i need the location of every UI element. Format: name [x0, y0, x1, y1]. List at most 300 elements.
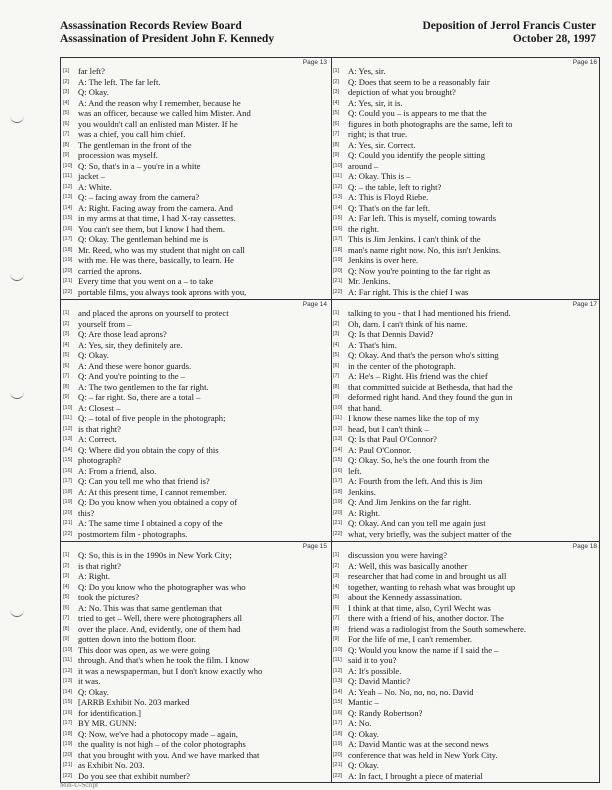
line-number: [5] [333, 352, 340, 358]
header-left [60, 20, 274, 46]
transcript-line [63, 624, 329, 635]
transcript-line [63, 487, 329, 498]
line-number: [11] [63, 657, 72, 663]
transcript-text: procession was myself. [78, 150, 158, 160]
transcript-text: A: Right. Facing away from the camera. And [78, 202, 233, 213]
transcript-text: in the center of the photograph. [348, 360, 456, 371]
page-number: Page 15 [302, 543, 327, 550]
transcript-text: Q: Okay. [78, 350, 109, 360]
transcript-text: Q: That's on the far left. [348, 202, 431, 213]
transcript-text: Q: So, this is in the 1990s in New York City; [78, 550, 232, 560]
transcript-text: talking to you - that I had mentioned his friend. [348, 308, 511, 318]
transcript-line [333, 171, 599, 182]
transcript-text: and placed the aprons on yourself to protect [78, 308, 229, 318]
transcript-text: I think at that time, also, Cyril Wecht was [348, 602, 491, 613]
line-number: [21] [333, 762, 343, 768]
line-number: [6] [63, 362, 70, 369]
line-number: [19] [333, 741, 343, 747]
transcript-line [333, 140, 599, 151]
line-number: [7] [63, 131, 70, 137]
transcript-text: A: He's – Right. His friend was the chief [348, 371, 488, 381]
transcript-text: Q: Okay. And can you tell me again just [348, 518, 486, 528]
line-number: [15] [333, 699, 343, 705]
line-number: [14] [333, 204, 343, 211]
transcript-text: A: Right. [348, 507, 380, 518]
transcript-text: in my arms at that time, I had X-ray cassettes. [78, 213, 236, 223]
transcript-line [333, 213, 599, 224]
transcript-text: Q: Is that Paul O'Connor? [348, 434, 437, 444]
transcript-line [333, 434, 599, 445]
line-number: [9] [333, 394, 340, 400]
line-number: [2] [63, 78, 70, 85]
line-number: [2] [333, 562, 340, 569]
line-number: [7] [333, 131, 340, 137]
transcript-page [331, 300, 601, 542]
line-number: [14] [333, 446, 343, 453]
transcript-line [63, 687, 329, 698]
line-number: [18] [333, 246, 343, 253]
line-number: [19] [63, 741, 73, 747]
transcript-line [63, 329, 329, 340]
line-number: [12] [333, 183, 343, 190]
line-number: [5] [63, 352, 70, 358]
transcript-text: Every time that you went on a – to take [78, 276, 214, 286]
transcript-text: The gentleman in the front of the [78, 139, 192, 150]
line-number: [20] [333, 267, 343, 274]
transcript-line [333, 329, 599, 340]
transcript-text: Q: And you're pointing to the – [78, 371, 186, 381]
transcript-text: Jenkins is over here. [348, 255, 419, 265]
line-number: [21] [63, 762, 73, 768]
line-number: [17] [63, 478, 73, 484]
transcript-text: A: No. This was that same gentleman that [78, 602, 222, 613]
transcript-text: discussion you were having? [348, 550, 448, 560]
transcript-line [63, 140, 329, 151]
transcript-line [63, 603, 329, 614]
transcript-line [63, 666, 329, 677]
transcript-text: depiction of what you brought? [348, 87, 456, 97]
transcript-text: I know these names like the top of my [348, 413, 480, 423]
transcript-text: A: Well, this was basically another [348, 560, 468, 571]
document-footer [60, 781, 596, 789]
transcript-line [333, 529, 599, 540]
transcript-text: Q: And Jim Jenkins on the far right. [348, 497, 472, 507]
transcript-text: Q: – facing away from the camera? [78, 192, 200, 202]
transcript-text: deformed right hand. And they found the gun in [348, 392, 513, 402]
line-number: [15] [63, 215, 73, 221]
transcript-line [333, 571, 599, 582]
line-number: [3] [63, 573, 70, 579]
line-number: [17] [63, 236, 73, 242]
line-number: [20] [333, 509, 343, 516]
transcript-page [61, 542, 331, 784]
transcript-text: A: White. [78, 181, 112, 192]
transcript-line [333, 234, 599, 245]
transcript-line [333, 445, 599, 456]
transcript-line [63, 234, 329, 245]
transcript-line [63, 255, 329, 266]
transcript-text: head, but I can't think – [348, 423, 429, 434]
line-number: [8] [63, 383, 70, 390]
line-number: [5] [333, 594, 340, 600]
line-number: [6] [63, 120, 70, 127]
line-number: [2] [63, 320, 70, 327]
transcript-line [333, 708, 599, 719]
transcript-text: Q: Is that Dennis David? [348, 329, 434, 339]
transcript-page [331, 58, 601, 300]
transcript-line [63, 613, 329, 624]
transcript-text: yourself from – [78, 318, 132, 329]
transcript-text: Q: Now, we've had a photocopy made – again, [78, 728, 238, 739]
transcript-line [63, 434, 329, 445]
line-number: [12] [63, 425, 73, 432]
transcript-line [63, 361, 329, 372]
transcript-text: A: Far right. This is the chief I was [348, 286, 469, 297]
transcript-line [63, 718, 329, 729]
transcript-line [333, 98, 599, 109]
transcript-text: far left? [78, 66, 105, 76]
transcript-line [63, 708, 329, 719]
transcript-line [333, 613, 599, 624]
transcript-text: Mr. Jenkins. [348, 276, 391, 286]
transcript-line [63, 77, 329, 88]
line-number: [8] [63, 141, 70, 148]
transcript-page [61, 58, 331, 300]
line-number: [12] [63, 667, 73, 674]
transcript-line [63, 119, 329, 130]
transcript-line [333, 476, 599, 487]
transcript-text: A: And the reason why I remember, because he [78, 97, 241, 108]
transcript-line [63, 466, 329, 477]
line-number: [19] [333, 499, 343, 505]
transcript-text: A: In fact, I brought a piece of material [348, 770, 483, 781]
transcript-text: A: Okay. This is – [348, 171, 411, 181]
transcript-text: the quality is not high – of the color photographs [78, 739, 246, 749]
transcript-line [333, 350, 599, 361]
transcript-line [63, 582, 329, 593]
transcript-line [333, 729, 599, 740]
line-number: [11] [333, 415, 342, 421]
transcript-line [333, 518, 599, 529]
line-number: [3] [333, 89, 340, 95]
transcript-text: Q: Okay. [348, 728, 379, 739]
transcript-text: A: David Mantic was at the second news [348, 739, 489, 749]
line-number: [12] [333, 425, 343, 432]
transcript-text: Q: Do you know who the photographer was who [78, 581, 246, 592]
line-number: [9] [63, 152, 70, 158]
transcript-text: This door was open, as we were going [78, 644, 210, 655]
transcript-line [63, 760, 329, 771]
line-number: [4] [63, 341, 70, 348]
line-number: [3] [63, 331, 70, 337]
line-number: [14] [63, 688, 73, 695]
transcript-line [63, 350, 329, 361]
transcript-line [333, 119, 599, 130]
transcript-text: Q: – the table, left to right? [348, 181, 442, 192]
line-number: [3] [63, 89, 70, 95]
page-number: Page 17 [572, 301, 597, 308]
line-number: [17] [333, 236, 343, 242]
transcript-text: A: Yes, sir, it is. [348, 97, 403, 108]
line-number: [14] [63, 204, 73, 211]
line-number: [5] [63, 594, 70, 600]
transcript-text: carried the aprons. [78, 265, 142, 276]
transcript-line [333, 129, 599, 140]
line-number: [7] [333, 373, 340, 379]
transcript-text: took the pictures? [78, 592, 140, 602]
transcript-text: man's name right now. No, this isn't Jenkins. [348, 244, 501, 255]
transcript-line [63, 392, 329, 403]
transcript-text: Mantic – [348, 697, 379, 707]
transcript-text: right; is that true. [348, 129, 408, 139]
transcript-line [333, 150, 599, 161]
transcript-line [333, 592, 599, 603]
transcript-line [63, 192, 329, 203]
transcript-line [63, 518, 329, 529]
transcript-line [333, 255, 599, 266]
transcript-line [63, 319, 329, 330]
transcript-text: photograph? [78, 455, 121, 465]
transcript-line [63, 424, 329, 435]
transcript-line [333, 319, 599, 330]
transcript-text: A: No. [348, 718, 372, 728]
transcript-line [63, 697, 329, 708]
transcript-line [333, 718, 599, 729]
transcript-text: A: From a friend, also. [78, 465, 157, 476]
transcript-line [63, 203, 329, 214]
transcript-line [333, 603, 599, 614]
transcript-text: A: That's him. [348, 339, 397, 350]
page-number: Page 13 [302, 59, 327, 66]
line-number: [13] [63, 194, 73, 200]
transcript-line [333, 655, 599, 666]
transcript-line [333, 66, 599, 77]
transcript-text: this? [78, 507, 95, 518]
transcript-text: A: Yes, sir. Correct. [348, 139, 416, 150]
transcript-text: Q: Could you identify the people sitting [348, 150, 486, 160]
line-number: [19] [333, 257, 343, 263]
transcript-line [333, 340, 599, 351]
transcript-line [63, 340, 329, 351]
transcript-line [333, 771, 599, 782]
transcript-line [333, 760, 599, 771]
transcript-line [333, 403, 599, 414]
transcript-text: researcher that had come in and brought us all [348, 571, 507, 581]
transcript-text: that hand. [348, 402, 382, 413]
transcript-text: Q: David Mantic? [348, 676, 411, 686]
line-number: [8] [333, 625, 340, 632]
line-number: [1] [63, 552, 70, 558]
punch-hole-mark [10, 268, 24, 281]
transcript-line [63, 497, 329, 508]
line-number: [1] [333, 68, 340, 74]
header-board-title: Assassination Records Review Board [60, 20, 242, 32]
transcript-line [333, 287, 599, 298]
transcript-text: Jenkins. [348, 486, 376, 497]
transcript-line [63, 676, 329, 687]
line-number: [19] [63, 257, 73, 263]
transcript-text: Q: Okay. So, he's the one fourth from the [348, 455, 490, 465]
transcript-text: A: Yes, sir, they definitely are. [78, 339, 183, 350]
transcript-text: Q: Okay. [348, 760, 379, 770]
transcript-text: about the Kennedy assassination. [348, 592, 463, 602]
transcript-text: conference that was held in New York City. [348, 749, 498, 760]
transcript-text: was an officer, because we called him Mister. And [78, 108, 251, 118]
document-header [60, 20, 596, 50]
page-number: Page 18 [572, 543, 597, 550]
transcript-line [333, 550, 599, 561]
transcript-text: For the life of me, I can't remember. [348, 634, 472, 644]
transcript-text: Q: Can you tell me who that friend is? [78, 476, 210, 486]
line-number: [2] [333, 320, 340, 327]
line-number: [20] [63, 751, 73, 758]
line-number: [4] [63, 99, 70, 106]
punch-hole-mark [10, 604, 24, 617]
transcript-text: BY MR. GUNN: [78, 718, 137, 728]
line-number: [22] [63, 288, 73, 295]
line-number: [18] [63, 730, 73, 737]
transcript-text: Q: – total of five people in the photograph; [78, 413, 226, 423]
transcript-line [63, 382, 329, 393]
transcript-text: Q: So, that's in a – you're in a white [78, 160, 201, 171]
line-number: [15] [333, 457, 343, 463]
transcript-text: A: Correct. [78, 434, 117, 444]
transcript-line [63, 213, 329, 224]
line-number: [13] [333, 678, 343, 684]
line-number: [4] [333, 99, 340, 106]
line-number: [9] [333, 152, 340, 158]
transcript-line [63, 476, 329, 487]
line-number: [7] [333, 615, 340, 621]
transcript-text: Q: Would you know the name if I said the – [348, 644, 499, 655]
transcript-line [333, 203, 599, 214]
line-number: [4] [333, 341, 340, 348]
transcript-text: was a chief, you call him chief. [78, 129, 186, 139]
line-number: [16] [63, 709, 73, 716]
transcript-line [333, 676, 599, 687]
transcript-line [333, 582, 599, 593]
transcript-text: Q: Now you're pointing to the far right as [348, 265, 491, 276]
line-number: [16] [333, 225, 343, 232]
line-number: [6] [333, 362, 340, 369]
transcript-line [333, 466, 599, 477]
transcript-line [63, 308, 329, 319]
header-right [422, 20, 596, 46]
transcript-line [63, 87, 329, 98]
transcript-text: over the place. And, evidently, one of them had [78, 623, 241, 634]
transcript-line [63, 161, 329, 172]
line-number: [5] [333, 110, 340, 116]
transcript-text: it was a newspaperman, but I don't know exactly who [78, 665, 263, 676]
line-number: [17] [333, 478, 343, 484]
line-number: [12] [333, 667, 343, 674]
transcript-line [63, 455, 329, 466]
line-number: [17] [63, 720, 73, 726]
transcript-text: A: It's possible. [348, 665, 402, 676]
line-number: [13] [63, 678, 73, 684]
line-number: [12] [63, 183, 73, 190]
line-number: [8] [333, 141, 340, 148]
transcript-text: A: Yeah – No. No, no, no, no. David [348, 686, 474, 697]
transcript-text: A: At this present time, I cannot remember. [78, 486, 227, 497]
line-number: [16] [63, 225, 73, 232]
transcript-line [333, 487, 599, 498]
transcript-line [63, 634, 329, 645]
transcript-line [63, 403, 329, 414]
line-number: [22] [333, 288, 343, 295]
line-number: [1] [63, 310, 70, 316]
transcript-text: there with a friend of his, another doctor. The [348, 613, 504, 623]
line-number: [18] [333, 488, 343, 495]
transcript-line [333, 245, 599, 256]
transcript-text: You can't see them, but I know I had them. [78, 223, 225, 234]
transcript-line [63, 445, 329, 456]
transcript-line [63, 287, 329, 298]
line-number: [9] [63, 636, 70, 642]
line-number: [19] [63, 499, 73, 505]
transcript-text: together, wanting to rehash what was brought up [348, 581, 516, 592]
transcript-line [333, 192, 599, 203]
transcript-text: A: Paul O'Connor. [348, 444, 412, 455]
transcript-text: A: Yes, sir. [348, 66, 386, 76]
transcript-line [333, 561, 599, 572]
line-number: [6] [333, 604, 340, 611]
line-number: [16] [63, 467, 73, 474]
transcript-text: A: The two gentlemen to the far right. [78, 381, 209, 392]
transcript-line [333, 497, 599, 508]
transcript-text: A: Fourth from the left. And this is Jim [348, 476, 483, 486]
transcript-line [333, 634, 599, 645]
transcript-line [333, 739, 599, 750]
transcript-line [333, 371, 599, 382]
transcript-line [333, 750, 599, 761]
transcript-line [333, 308, 599, 319]
line-number: [21] [333, 278, 343, 284]
transcript-line [63, 224, 329, 235]
transcript-text: Mr. Reed, who was my student that night on call [78, 244, 245, 255]
transcript-text: through. And that's when he took the film. I know [78, 655, 250, 665]
line-number: [6] [333, 120, 340, 127]
punch-hole-mark [10, 110, 24, 123]
transcript-line [63, 371, 329, 382]
line-number: [21] [63, 520, 73, 526]
transcript-text: A: This is Floyd Riebe. [348, 192, 429, 202]
transcript-text: portable films, you always took aprons with you, [78, 286, 247, 297]
transcript-line [63, 276, 329, 287]
transcript-text: This is Jim Jenkins. I can't think of the [348, 234, 481, 244]
transcript-text: for identification.] [78, 707, 141, 718]
transcript-line [333, 382, 599, 393]
line-number: [13] [63, 436, 73, 442]
transcript-line [333, 413, 599, 424]
transcript-line [63, 771, 329, 782]
transcript-line [333, 224, 599, 235]
transcript-line [333, 687, 599, 698]
transcript-line [63, 413, 329, 424]
line-number: [20] [333, 751, 343, 758]
transcript-text: A: Far left. This is myself, coming towards [348, 213, 497, 223]
transcript-text: [ARRB Exhibit No. 203 marked [78, 697, 190, 707]
line-number: [14] [333, 688, 343, 695]
transcript-line [63, 171, 329, 182]
transcript-line [63, 571, 329, 582]
line-number: [20] [63, 509, 73, 516]
line-number: [16] [333, 467, 343, 474]
transcript-line [63, 98, 329, 109]
transcript-line [63, 645, 329, 656]
transcript-text: Q: Does that seem to be a reasonably fair [348, 76, 490, 87]
transcript-line [333, 108, 599, 119]
